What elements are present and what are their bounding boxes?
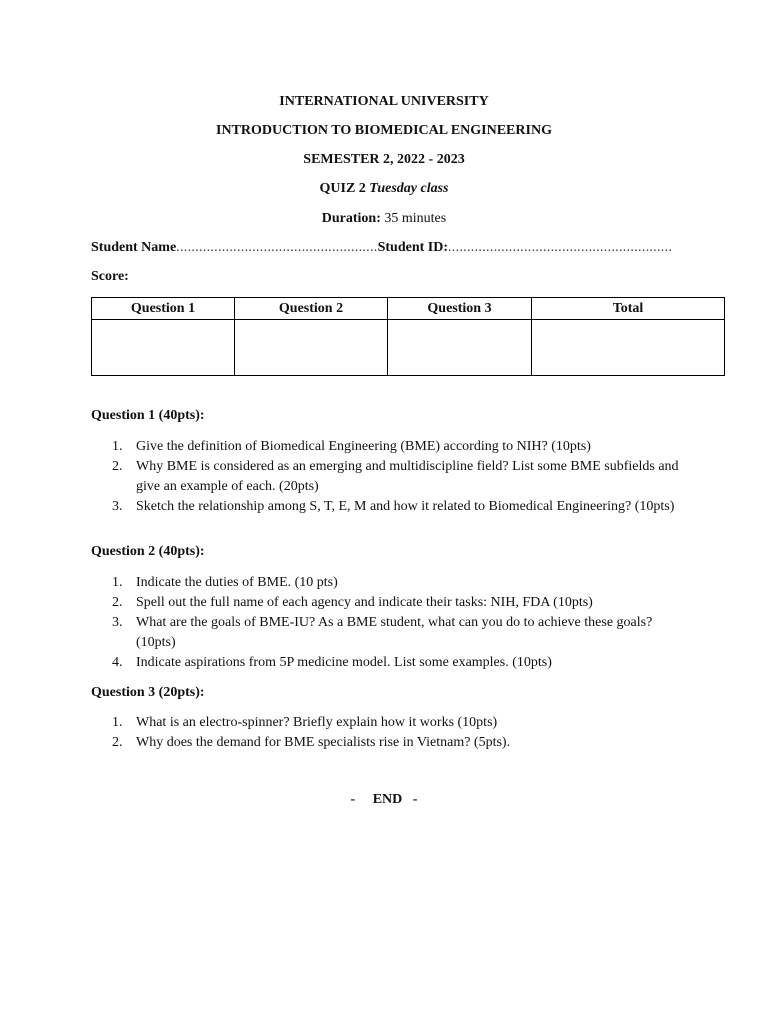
- item-text: Give the definition of Biomedical Engineering (BME) according to NIH? (10pts): [136, 439, 591, 454]
- item-number: 1.: [112, 715, 123, 730]
- question-2-list: [91, 573, 691, 673]
- item-text: Sketch the relationship among S, T, E, M and how it related to Biomedical Engineering? (10pts): [136, 498, 675, 514]
- item-number: 1.: [112, 575, 123, 590]
- duration-value: 35 minutes: [384, 211, 447, 226]
- score-table-header: [92, 298, 725, 320]
- item-text: What is an electro-spinner? Briefly explain how it works (10pts): [136, 715, 498, 730]
- question-2-heading: Question 2 (40pts):: [91, 544, 205, 559]
- university-title: INTERNATIONAL UNIVERSITY: [279, 94, 489, 109]
- student-id-field[interactable]: ...........................................................: [447, 240, 673, 255]
- score-cell-question-1[interactable]: [92, 320, 235, 376]
- item-text: Indicate aspirations from 5P medicine model. List some examples. (10pts): [136, 654, 552, 670]
- score-table-row: [92, 320, 725, 376]
- list-item: [91, 613, 691, 652]
- student-id-label: Student ID:: [377, 240, 448, 255]
- end-marker: - END -: [350, 792, 418, 807]
- quiz-class: Tuesday class: [369, 181, 449, 196]
- score-col-question-1: Question 1: [92, 298, 235, 320]
- quiz-line: [0, 181, 768, 197]
- student-info-line: [91, 240, 672, 256]
- list-item: [91, 713, 691, 733]
- item-number: 3.: [112, 498, 123, 514]
- question-3-list: [91, 713, 691, 753]
- list-item: [91, 497, 691, 517]
- course-title: INTRODUCTION TO BIOMEDICAL ENGINEERING: [216, 123, 552, 138]
- score-col-question-2: Question 2: [235, 298, 388, 320]
- score-cell-question-3[interactable]: [388, 320, 532, 376]
- question-1-list: [91, 437, 691, 517]
- score-col-question-3: Question 3: [388, 298, 532, 320]
- item-text: Why BME is considered as an emerging and multidiscipline field? List some BME subfields and give an example of each. (20pts): [136, 459, 679, 494]
- item-number: 2.: [112, 735, 123, 750]
- duration-line: [0, 211, 768, 227]
- list-item: [91, 653, 691, 673]
- item-number: 1.: [112, 439, 123, 454]
- item-number: 2.: [112, 459, 123, 474]
- item-text: Spell out the full name of each agency and indicate their tasks: NIH, FDA (10pts): [136, 595, 593, 610]
- item-number: 3.: [112, 615, 123, 630]
- score-cell-total[interactable]: [532, 320, 725, 376]
- list-item: [91, 437, 691, 457]
- list-item: [91, 733, 691, 753]
- score-cell-question-2[interactable]: [235, 320, 388, 376]
- question-1-heading: Question 1 (40pts):: [91, 408, 205, 423]
- score-col-total: Total: [532, 298, 725, 320]
- score-label: Score:: [91, 269, 129, 284]
- quiz-label: QUIZ 2: [319, 181, 366, 196]
- duration-label: Duration:: [321, 211, 381, 226]
- student-name-field[interactable]: .....................................................: [176, 240, 378, 255]
- list-item: [91, 457, 691, 496]
- item-text: Why does the demand for BME specialists rise in Vietnam? (5pts).: [136, 735, 511, 750]
- student-name-label: Student Name: [91, 240, 177, 255]
- list-item: [91, 573, 691, 593]
- item-text: Indicate the duties of BME. (10 pts): [136, 575, 338, 590]
- item-number: 2.: [112, 595, 123, 610]
- score-table: [91, 297, 725, 376]
- list-item: [91, 593, 691, 613]
- semester-line: SEMESTER 2, 2022 - 2023: [303, 152, 465, 167]
- item-text: What are the goals of BME-IU? As a BME student, what can you do to achieve these goals? (10pts): [136, 615, 653, 650]
- item-number: 4.: [112, 654, 123, 670]
- question-3-heading: Question 3 (20pts):: [91, 685, 205, 700]
